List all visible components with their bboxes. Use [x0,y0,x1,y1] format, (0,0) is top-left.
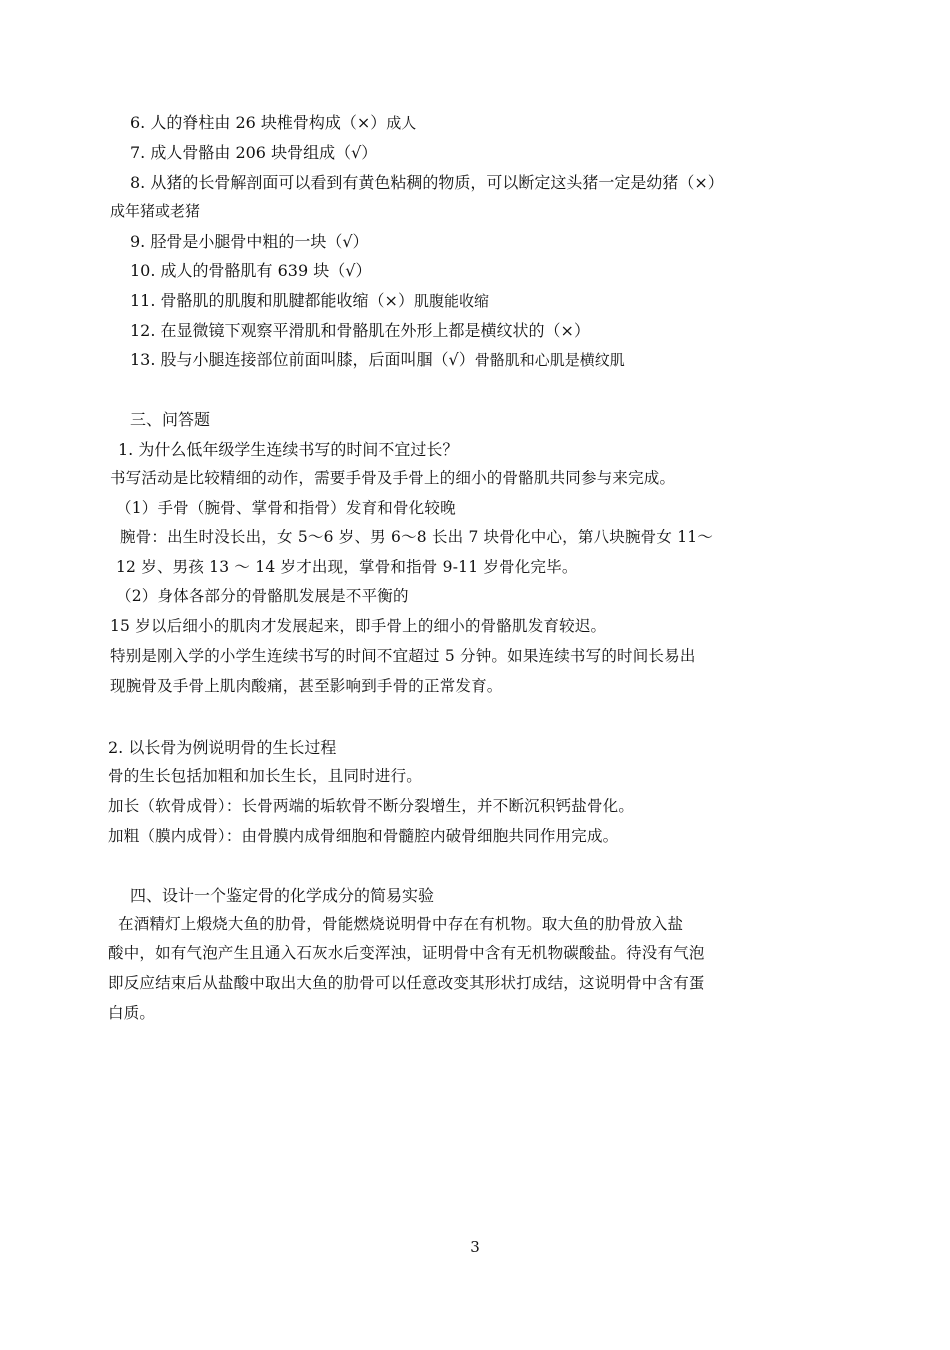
judgment-text: 10. 成人的骨骼肌有 639 块（√） [130,261,372,280]
answer-1-line: 现腕骨及手骨上肌肉酸痛，甚至影响到手骨的正常发育。 [110,677,503,695]
experiment-line: 酸中，如有气泡产生且通入石灰水后变浑浊，证明骨中含有无机物碳酸盐。待没有气泡 [108,944,705,962]
section-heading-experiment: 四、设计一个鉴定骨的化学成分的简易实验 [130,886,435,905]
answer-1-line: 特别是刚入学的小学生连续书写的时间不宜超过 5 分钟。如果连续书写的时间长易出 [110,647,696,665]
judgment-item-8-note: 成年猪或老猪 [110,202,201,220]
answer-2-line: 骨的生长包括加粗和加长生长，且同时进行。 [108,767,423,785]
judgment-item-8 [130,172,724,194]
answer-1-line: （2）身体各部分的骨骼肌发展是不平衡的 [116,587,409,605]
question-2: 2. 以长骨为例说明骨的生长过程 [108,738,337,757]
judgment-text: 8. 从猪的长骨解剖面可以看到有黄色粘稠的物质，可以断定这头猪一定是幼猪（×） [130,173,724,192]
experiment-line: 在酒精灯上煅烧大鱼的肋骨，骨能燃烧说明骨中存在有机物。取大鱼的肋骨放入盐 [118,915,684,933]
answer-1-line: 15 岁以后细小的肌肉才发展起来，即手骨上的细小的骨骼肌发育较迟。 [110,617,607,635]
section-heading-qa: 三、问答题 [130,410,211,429]
experiment-line: 白质。 [108,1004,156,1022]
answer-2-line: 加粗（膜内成骨）：由骨膜内成骨细胞和骨髓腔内破骨细胞共同作用完成。 [108,827,619,845]
judgment-item-11 [130,290,489,312]
judgment-text: 12. 在显微镜下观察平滑肌和骨骼肌在外形上都是横纹状的（×） [130,321,590,340]
judgment-note: 骨骼肌和心肌是横纹肌 [474,351,625,369]
judgment-note: 成人 [386,114,417,132]
answer-1-line: 腕骨：出生时没长出，女 5～6 岁、男 6～8 长出 7 块骨化中心，第八块腕骨女 11～ [120,528,714,546]
answer-1-line: （1）手骨（腕骨、掌骨和指骨）发育和骨化较晚 [116,499,456,517]
answer-2-line: 加长（软骨成骨）：长骨两端的垢软骨不断分裂增生，并不断沉积钙盐骨化。 [108,797,635,815]
judgment-text: 7. 成人骨骼由 206 块骨组成（√） [130,143,378,162]
judgment-text: 13. 股与小腿连接部位前面叫膝，后面叫腘（√） [130,350,475,369]
experiment-line: 即反应结束后从盐酸中取出大鱼的肋骨可以任意改变其形状打成结，这说明骨中含有蛋 [108,974,705,992]
judgment-item-7 [130,142,377,164]
judgment-item-10 [130,260,371,282]
judgment-text: 11. 骨骼肌的肌腹和肌腱都能收缩（×） [130,291,414,310]
question-1: 1. 为什么低年级学生连续书写的时间不宜过长？ [118,440,459,459]
judgment-item-6 [130,112,416,134]
judgment-text: 9. 胫骨是小腿骨中粗的一块（√） [130,232,369,251]
judgment-note: 肌腹能收缩 [413,292,489,310]
judgment-text: 6. 人的脊柱由 26 块椎骨构成（×） [130,113,387,132]
answer-1-line: 12 岁、男孩 13 ～ 14 岁才出现，掌骨和指骨 9-11 岁骨化完毕。 [116,558,578,576]
judgment-item-13 [130,349,625,371]
page-number: 3 [470,1238,480,1256]
judgment-item-9 [130,231,369,253]
answer-1-line: 书写活动是比较精细的动作，需要手骨及手骨上的细小的骨骼肌共同参与来完成。 [110,469,676,487]
judgment-item-12 [130,320,590,342]
